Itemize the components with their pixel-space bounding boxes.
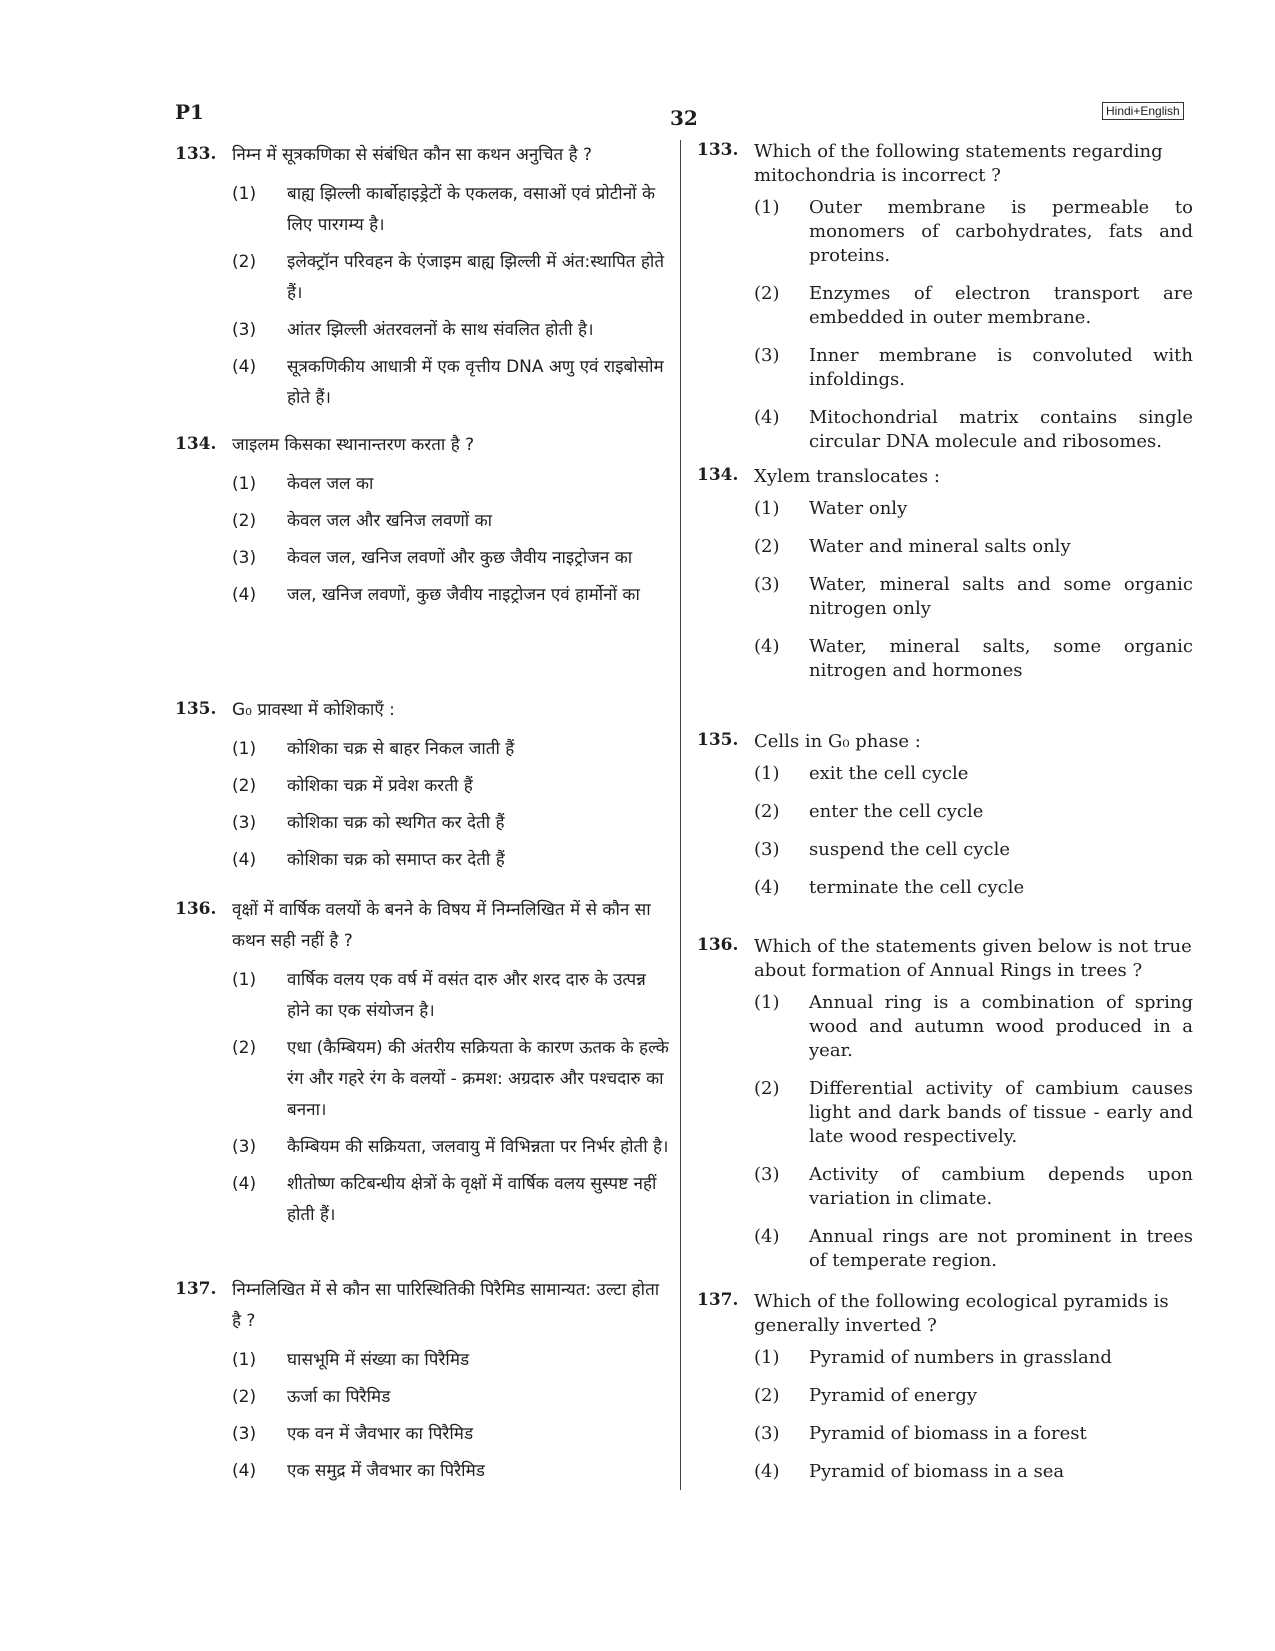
option-label: (1) (754, 498, 780, 519)
option-1 (232, 1345, 670, 1376)
option-1 (754, 497, 1193, 521)
hindi-question-134 (175, 430, 670, 617)
option-4 (754, 1225, 1193, 1273)
option-text: बाह्य झिल्ली कार्बोहाइड्रेटों के एकलक, वसाओं एवं प्रोटीनों के लिए पारगम्य है। (287, 184, 655, 235)
hindi-question-135 (175, 695, 670, 882)
option-3 (754, 1163, 1193, 1211)
option-text: ऊर्जा का पिरैमिड (287, 1387, 391, 1407)
option-2 (232, 506, 670, 537)
option-label: (4) (754, 877, 780, 898)
option-text: suspend the cell cycle (809, 839, 1010, 860)
option-4 (232, 845, 670, 876)
option-4 (754, 635, 1193, 683)
question-text: Xylem translocates : (754, 466, 940, 487)
option-label: (2) (754, 283, 780, 304)
column-divider (680, 140, 681, 1490)
option-4 (232, 352, 670, 414)
option-text: जल, खनिज लवणों, कुछ जैवीय नाइट्रोजन एवं हार्मोनों का (287, 585, 640, 605)
option-text: Annual ring is a combination of spring wood and autumn wood produced in a year. (809, 992, 1193, 1061)
option-2 (754, 800, 1193, 824)
option-3 (754, 1422, 1193, 1446)
options-list (697, 991, 1193, 1273)
option-1 (754, 762, 1193, 786)
option-label: (1) (754, 992, 780, 1013)
paper-code: P1 (175, 100, 204, 124)
option-4 (754, 406, 1193, 454)
options-list (175, 469, 670, 611)
option-text: कैम्बियम की सक्रियता, जलवायु में विभिन्नता पर निर्भर होती है। (287, 1137, 669, 1157)
option-text: exit the cell cycle (809, 763, 969, 784)
question-text: वृक्षों में वार्षिक वलयों के बनने के विषय में निम्नलिखित में से कौन सा कथन सही नहीं है ? (232, 900, 651, 951)
option-text: enter the cell cycle (809, 801, 984, 822)
option-text: कोशिका चक्र को स्थगित कर देती हैं (287, 813, 505, 833)
option-text: केवल जल का (287, 474, 374, 494)
option-label: (3) (232, 548, 257, 568)
option-label: (1) (754, 1347, 780, 1368)
option-text: केवल जल और खनिज लवणों का (287, 511, 493, 531)
question-number: 134. (697, 465, 739, 485)
option-text: Annual rings are not prominent in trees of temperate region. (809, 1226, 1193, 1271)
option-label: (2) (754, 801, 780, 822)
option-text: आंतर झिल्ली अंतरवलनों के साथ संवलित होती है। (287, 320, 594, 340)
option-text: कोशिका चक्र से बाहर निकल जाती हैं (287, 739, 515, 759)
question-number: 137. (175, 1279, 217, 1299)
option-2 (754, 1077, 1193, 1149)
options-list (175, 965, 670, 1231)
option-text: एक समुद्र में जैवभार का पिरैमिड (287, 1461, 485, 1481)
option-4 (232, 580, 670, 611)
question-number: 137. (697, 1290, 739, 1310)
option-1 (754, 1346, 1193, 1370)
option-3 (754, 344, 1193, 392)
option-1 (232, 734, 670, 765)
option-label: (3) (232, 320, 257, 340)
option-text: Inner membrane is convoluted with infoldings. (809, 345, 1193, 390)
option-label: (2) (232, 776, 257, 796)
option-text: Water and mineral salts only (809, 536, 1071, 557)
option-label: (3) (754, 574, 780, 595)
question-text: Which of the following ecological pyramids is generally inverted ? (754, 1291, 1169, 1336)
option-2 (232, 247, 670, 309)
option-text: terminate the cell cycle (809, 877, 1025, 898)
option-4 (754, 876, 1193, 900)
option-3 (232, 1419, 670, 1450)
english-question-134 (697, 465, 1193, 697)
option-label: (4) (232, 1461, 257, 1481)
option-label: (4) (232, 1174, 257, 1194)
option-label: (1) (754, 197, 780, 218)
option-label: (2) (232, 252, 257, 272)
option-label: (4) (754, 636, 780, 657)
option-label: (1) (232, 970, 257, 990)
question-text: Which of the statements given below is not true about formation of Annual Rings in trees ? (754, 936, 1192, 981)
option-label: (1) (754, 763, 780, 784)
option-label: (3) (754, 1164, 780, 1185)
option-label: (2) (754, 1385, 780, 1406)
option-text: घासभूमि में संख्या का पिरैमिड (287, 1350, 470, 1370)
option-4 (754, 1460, 1193, 1484)
option-text: Pyramid of biomass in a forest (809, 1423, 1087, 1444)
option-text: Pyramid of energy (809, 1385, 978, 1406)
option-text: वार्षिक वलय एक वर्ष में वसंत दारु और शरद दारु के उत्पन्न होने का एक संयोजन है। (287, 970, 646, 1021)
option-2 (754, 282, 1193, 330)
option-3 (232, 543, 670, 574)
option-3 (232, 808, 670, 839)
page-header (0, 100, 1275, 140)
option-2 (232, 1382, 670, 1413)
option-1 (754, 196, 1193, 268)
hindi-question-133 (175, 140, 670, 420)
options-list (175, 734, 670, 876)
options-list (697, 497, 1193, 683)
english-question-137 (697, 1290, 1193, 1498)
option-text: Water only (809, 498, 908, 519)
hindi-question-137 (175, 1275, 670, 1493)
option-1 (232, 179, 670, 241)
option-label: (2) (232, 1387, 257, 1407)
option-text: Pyramid of biomass in a sea (809, 1461, 1065, 1482)
option-label: (4) (754, 1461, 780, 1482)
option-text: Water, mineral salts, some organic nitrogen and hormones (809, 636, 1193, 681)
option-text: सूत्रकणिकीय आधात्री में एक वृत्तीय DNA अणु एवं राइबोसोम होते हैं। (287, 357, 664, 408)
english-question-135 (697, 730, 1193, 914)
option-text: कोशिका चक्र को समाप्त कर देती हैं (287, 850, 505, 870)
question-number: 133. (175, 144, 217, 164)
options-list (697, 196, 1193, 454)
question-text: निम्न में सूत्रकणिका से संबंधित कौन सा कथन अनुचित है ? (232, 145, 593, 165)
option-2 (232, 771, 670, 802)
option-label: (3) (232, 1424, 257, 1444)
option-2 (754, 1384, 1193, 1408)
option-text: इलेक्ट्रॉन परिवहन के एंजाइम बाह्य झिल्ली में अंत:स्थापित होते हैं। (287, 252, 665, 303)
option-text: Outer membrane is permeable to monomers of carbohydrates, fats and proteins. (809, 197, 1193, 266)
options-list (697, 762, 1193, 900)
option-label: (4) (232, 585, 257, 605)
option-4 (232, 1456, 670, 1487)
option-label: (1) (232, 1350, 257, 1370)
question-text: Which of the following statements regarding mitochondria is incorrect ? (754, 141, 1163, 186)
option-label: (1) (232, 739, 257, 759)
question-number: 136. (175, 899, 217, 919)
options-list (175, 1345, 670, 1487)
option-text: Mitochondrial matrix contains single circular DNA molecule and ribosomes. (809, 407, 1193, 452)
option-label: (4) (232, 357, 257, 377)
option-2 (232, 1033, 670, 1126)
option-label: (3) (754, 1423, 780, 1444)
option-label: (2) (754, 536, 780, 557)
option-label: (2) (232, 511, 257, 531)
question-number: 134. (175, 434, 217, 454)
english-question-133 (697, 140, 1193, 468)
option-text: एक वन में जैवभार का पिरैमिड (287, 1424, 474, 1444)
option-label: (3) (754, 839, 780, 860)
option-text: Water, mineral salts and some organic nitrogen only (809, 574, 1193, 619)
option-text: Activity of cambium depends upon variation in climate. (809, 1164, 1193, 1209)
option-label: (3) (232, 1137, 257, 1157)
question-number: 136. (697, 935, 739, 955)
option-label: (4) (754, 407, 780, 428)
option-text: कोशिका चक्र में प्रवेश करती हैं (287, 776, 473, 796)
option-1 (754, 991, 1193, 1063)
option-label: (3) (754, 345, 780, 366)
hindi-question-136 (175, 895, 670, 1237)
option-label: (2) (232, 1038, 257, 1058)
question-text: Cells in G₀ phase : (754, 731, 921, 752)
options-list (175, 179, 670, 414)
option-3 (754, 573, 1193, 621)
language-tag: Hindi+English (1102, 102, 1184, 120)
question-number: 135. (697, 730, 739, 750)
option-2 (754, 535, 1193, 559)
option-text: Enzymes of electron transport are embedded in outer membrane. (809, 283, 1193, 328)
question-number: 133. (697, 140, 739, 160)
option-label: (4) (232, 850, 257, 870)
option-label: (1) (232, 184, 257, 204)
option-1 (232, 965, 670, 1027)
option-4 (232, 1169, 670, 1231)
option-text: केवल जल, खनिज लवणों और कुछ जैवीय नाइट्रोजन का (287, 548, 633, 568)
option-1 (232, 469, 670, 500)
option-label: (3) (232, 813, 257, 833)
option-label: (1) (232, 474, 257, 494)
question-number: 135. (175, 699, 217, 719)
option-text: एधा (कैम्बियम) की अंतरीय सक्रियता के कारण ऊतक के हल्के रंग और गहरे रंग के वलयों - क्रमश: अग्रदारु और पश्चदारु का बनना। (287, 1038, 669, 1120)
option-text: शीतोष्ण कटिबन्धीय क्षेत्रों के वृक्षों में वार्षिक वलय सुस्पष्ट नहीं होती हैं। (287, 1174, 657, 1225)
question-text: निम्नलिखित में से कौन सा पारिस्थितिकी पिरैमिड सामान्यत: उल्टा होता है ? (232, 1280, 660, 1331)
option-label: (4) (754, 1226, 780, 1247)
page-number: 32 (670, 106, 698, 130)
option-3 (754, 838, 1193, 862)
option-label: (2) (754, 1078, 780, 1099)
question-text: जाइलम किसका स्थानान्तरण करता है ? (232, 435, 475, 455)
english-question-136 (697, 935, 1193, 1287)
option-3 (232, 315, 670, 346)
question-text: G₀ प्रावस्था में कोशिकाएँ : (232, 700, 395, 720)
options-list (697, 1346, 1193, 1484)
option-text: Differential activity of cambium causes light and dark bands of tissue - early and late wood respectively. (809, 1078, 1193, 1147)
option-text: Pyramid of numbers in grassland (809, 1347, 1112, 1368)
option-3 (232, 1132, 670, 1163)
